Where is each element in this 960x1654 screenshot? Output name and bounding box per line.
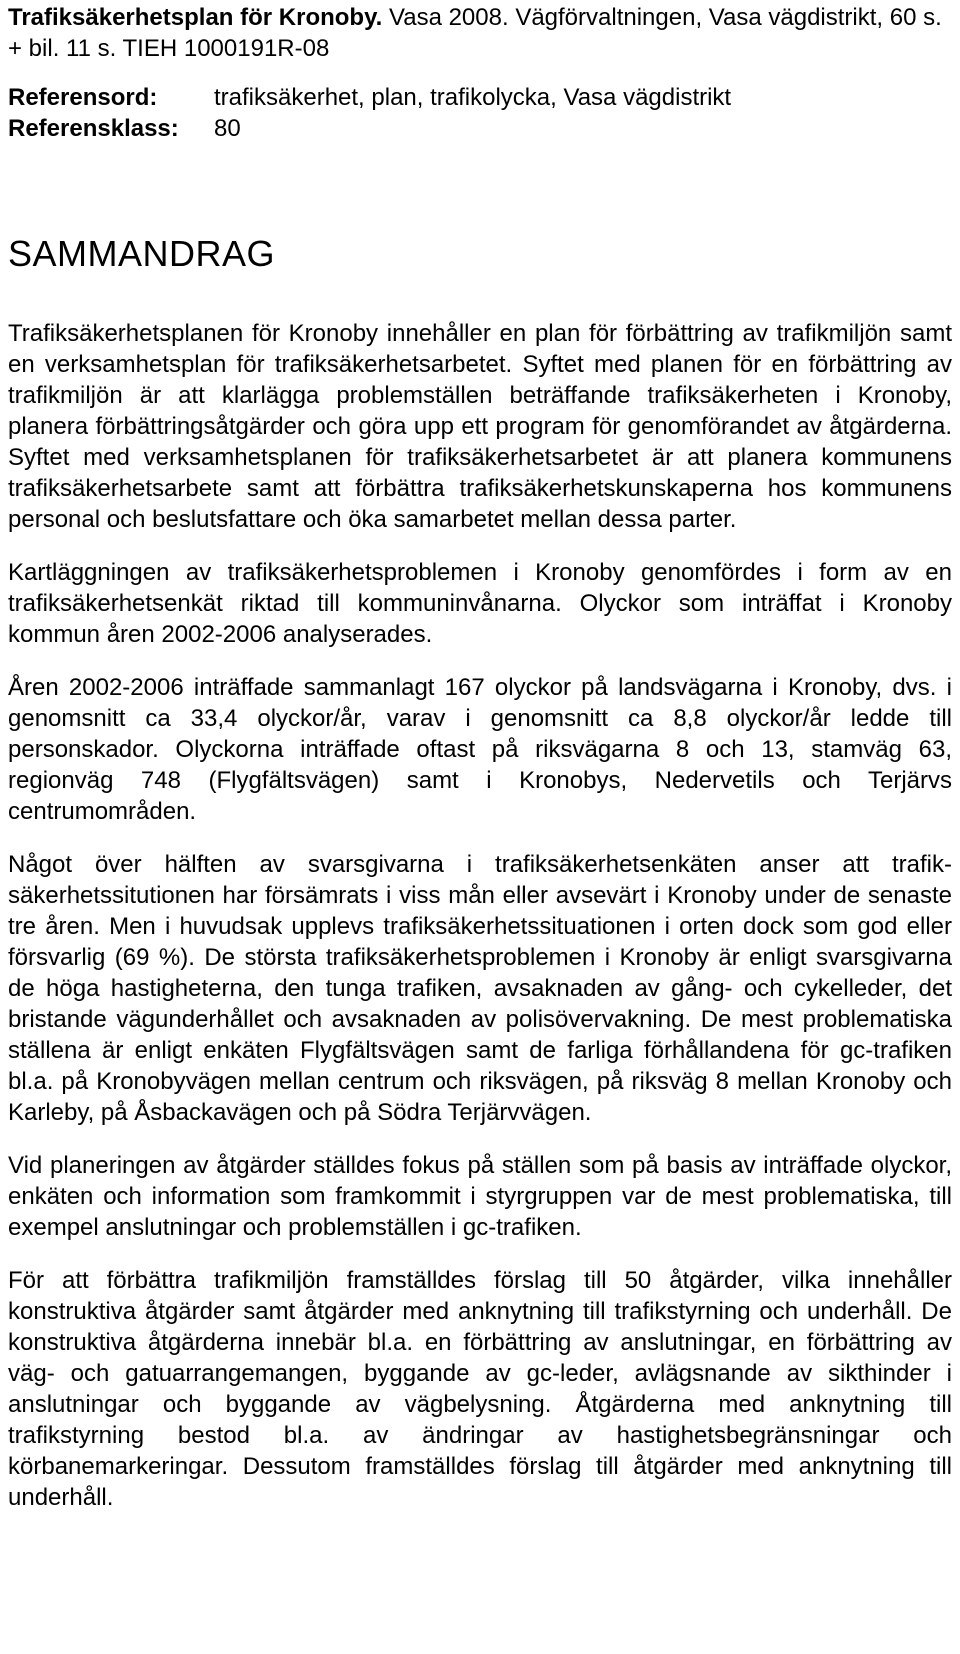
reference-class-row — [8, 113, 952, 144]
summary-paragraph: Något över hälften av svarsgivarna i trafiksäkerhetsenkäten anser att trafiksäkerhetssitutionen har försämrats i viss mån eller avsevärt i Kronoby under de senaste tre åren. Men i huvudsak upplevs trafiksäkerhetssituationen i orten dock som god eller försvarlig (69 %). De största trafiksäkerhetsproblemen i Kronoby är enligt svarsgivarna de höga hastigheterna, den tunga trafiken, avsaknaden av gång- och cykelleder, det bristande vägunderhållet och avsaknaden av polisövervakning. De mest problematiska ställena är enligt enkäten Flygfältsvägen samt de farliga förhållandena för gc-trafiken bl.a. på Kronobyvägen mellan centrum och riksvägen, på riksväg 8 mellan Kronoby och Karleby, på Åsbackavägen och på Södra Terjärvvägen. — [8, 851, 952, 1126]
summary-paragraph: Trafiksäkerhetsplanen för Kronoby innehåller en plan för förbättring av trafikmiljön samt en verksamhetsplan för trafiksäkerhetsarbetet. Syftet med planen för en förbättring av trafikmiljön är att klarlägga problemställen beträffande trafiksäkerheten i Kronoby, planera förbättringsåtgärder och göra upp ett program för genomförandet av åtgärderna. Syftet med verksamhetsplanen för trafiksäkerhetsarbetet är att planera kommunens trafiksäkerhetsarbete samt att förbättra trafiksäkerhetskunskaperna hos kommunens personal och beslutsfattare och öka samarbetet mellan dessa parter. — [8, 320, 952, 533]
publication-details: Vasa 2008. Vägförvaltningen, Vasa vägdistrikt, 60 s. + bil. 11 s. TIEH 1000191R-08 — [8, 4, 942, 62]
reference-class-value: 80 — [214, 115, 241, 142]
summary-paragraph: Kartläggningen av trafiksäkerhetsproblemen i Kronoby genomfördes i form av en trafiksäkerhetsenkät riktad till kommuninvånarna. Olyckor som inträffat i Kronoby kommun åren 2002-2006 analyserades. — [8, 559, 952, 648]
document-title: Trafiksäkerhetsplan för Kronoby. — [8, 4, 383, 31]
summary-paragraph: För att förbättra trafikmiljön framställdes förslag till 50 åtgärder, vilka innehåller konstruktiva åtgärder samt åtgärder med anknytning till trafikstyrning och underhåll. De konstruktiva åtgärderna innebär bl.a. en förbättring av anslutningar, en förbättring av väg- och gatuarrangemangen, byggande av gc-leder, avlägsnande av sikthinder i anslutningar och byggande av vägbelysning. Åtgärderna med anknytning till trafikstyrning bestod bl.a. av ändringar av hastighetsbegränsningar och körbanemarkeringar. Dessutom framställdes förslag till åtgärder med anknytning till underhåll. — [8, 1267, 952, 1511]
bibliographic-line — [8, 0, 952, 64]
reference-block — [8, 82, 952, 144]
summary-paragraph: Åren 2002-2006 inträffade sammanlagt 167 olyckor på landsvägarna i Kronoby, dvs. i genomsnitt ca 33,4 olyckor/år, varav i genomsnitt ca 8,8 olyckor/år ledde till personskador. Olyckorna inträffade oftast på riksvägarna 8 och 13, stamväg 63, regionväg 748 (Flygfältsvägen) samt i Kronobys, Nedervetils och Terjärvs centrumområden. — [8, 674, 952, 825]
summary-body — [8, 318, 952, 1513]
summary-paragraph: Vid planeringen av åtgärder ställdes fokus på ställen som på basis av inträffade olyckor, enkäten och information som framkommit i styrgruppen var de mest problematiska, till exempel anslutningar och problemställen i gc-trafiken. — [8, 1152, 952, 1241]
reference-words-value: trafiksäkerhet, plan, trafikolycka, Vasa vägdistrikt — [214, 84, 732, 111]
reference-words-label: Referensord: — [8, 84, 158, 111]
summary-heading: SAMMANDRAG — [8, 233, 276, 274]
reference-words-row — [8, 82, 952, 113]
document-page — [8, 0, 952, 1535]
reference-class-label: Referensklass: — [8, 115, 179, 142]
